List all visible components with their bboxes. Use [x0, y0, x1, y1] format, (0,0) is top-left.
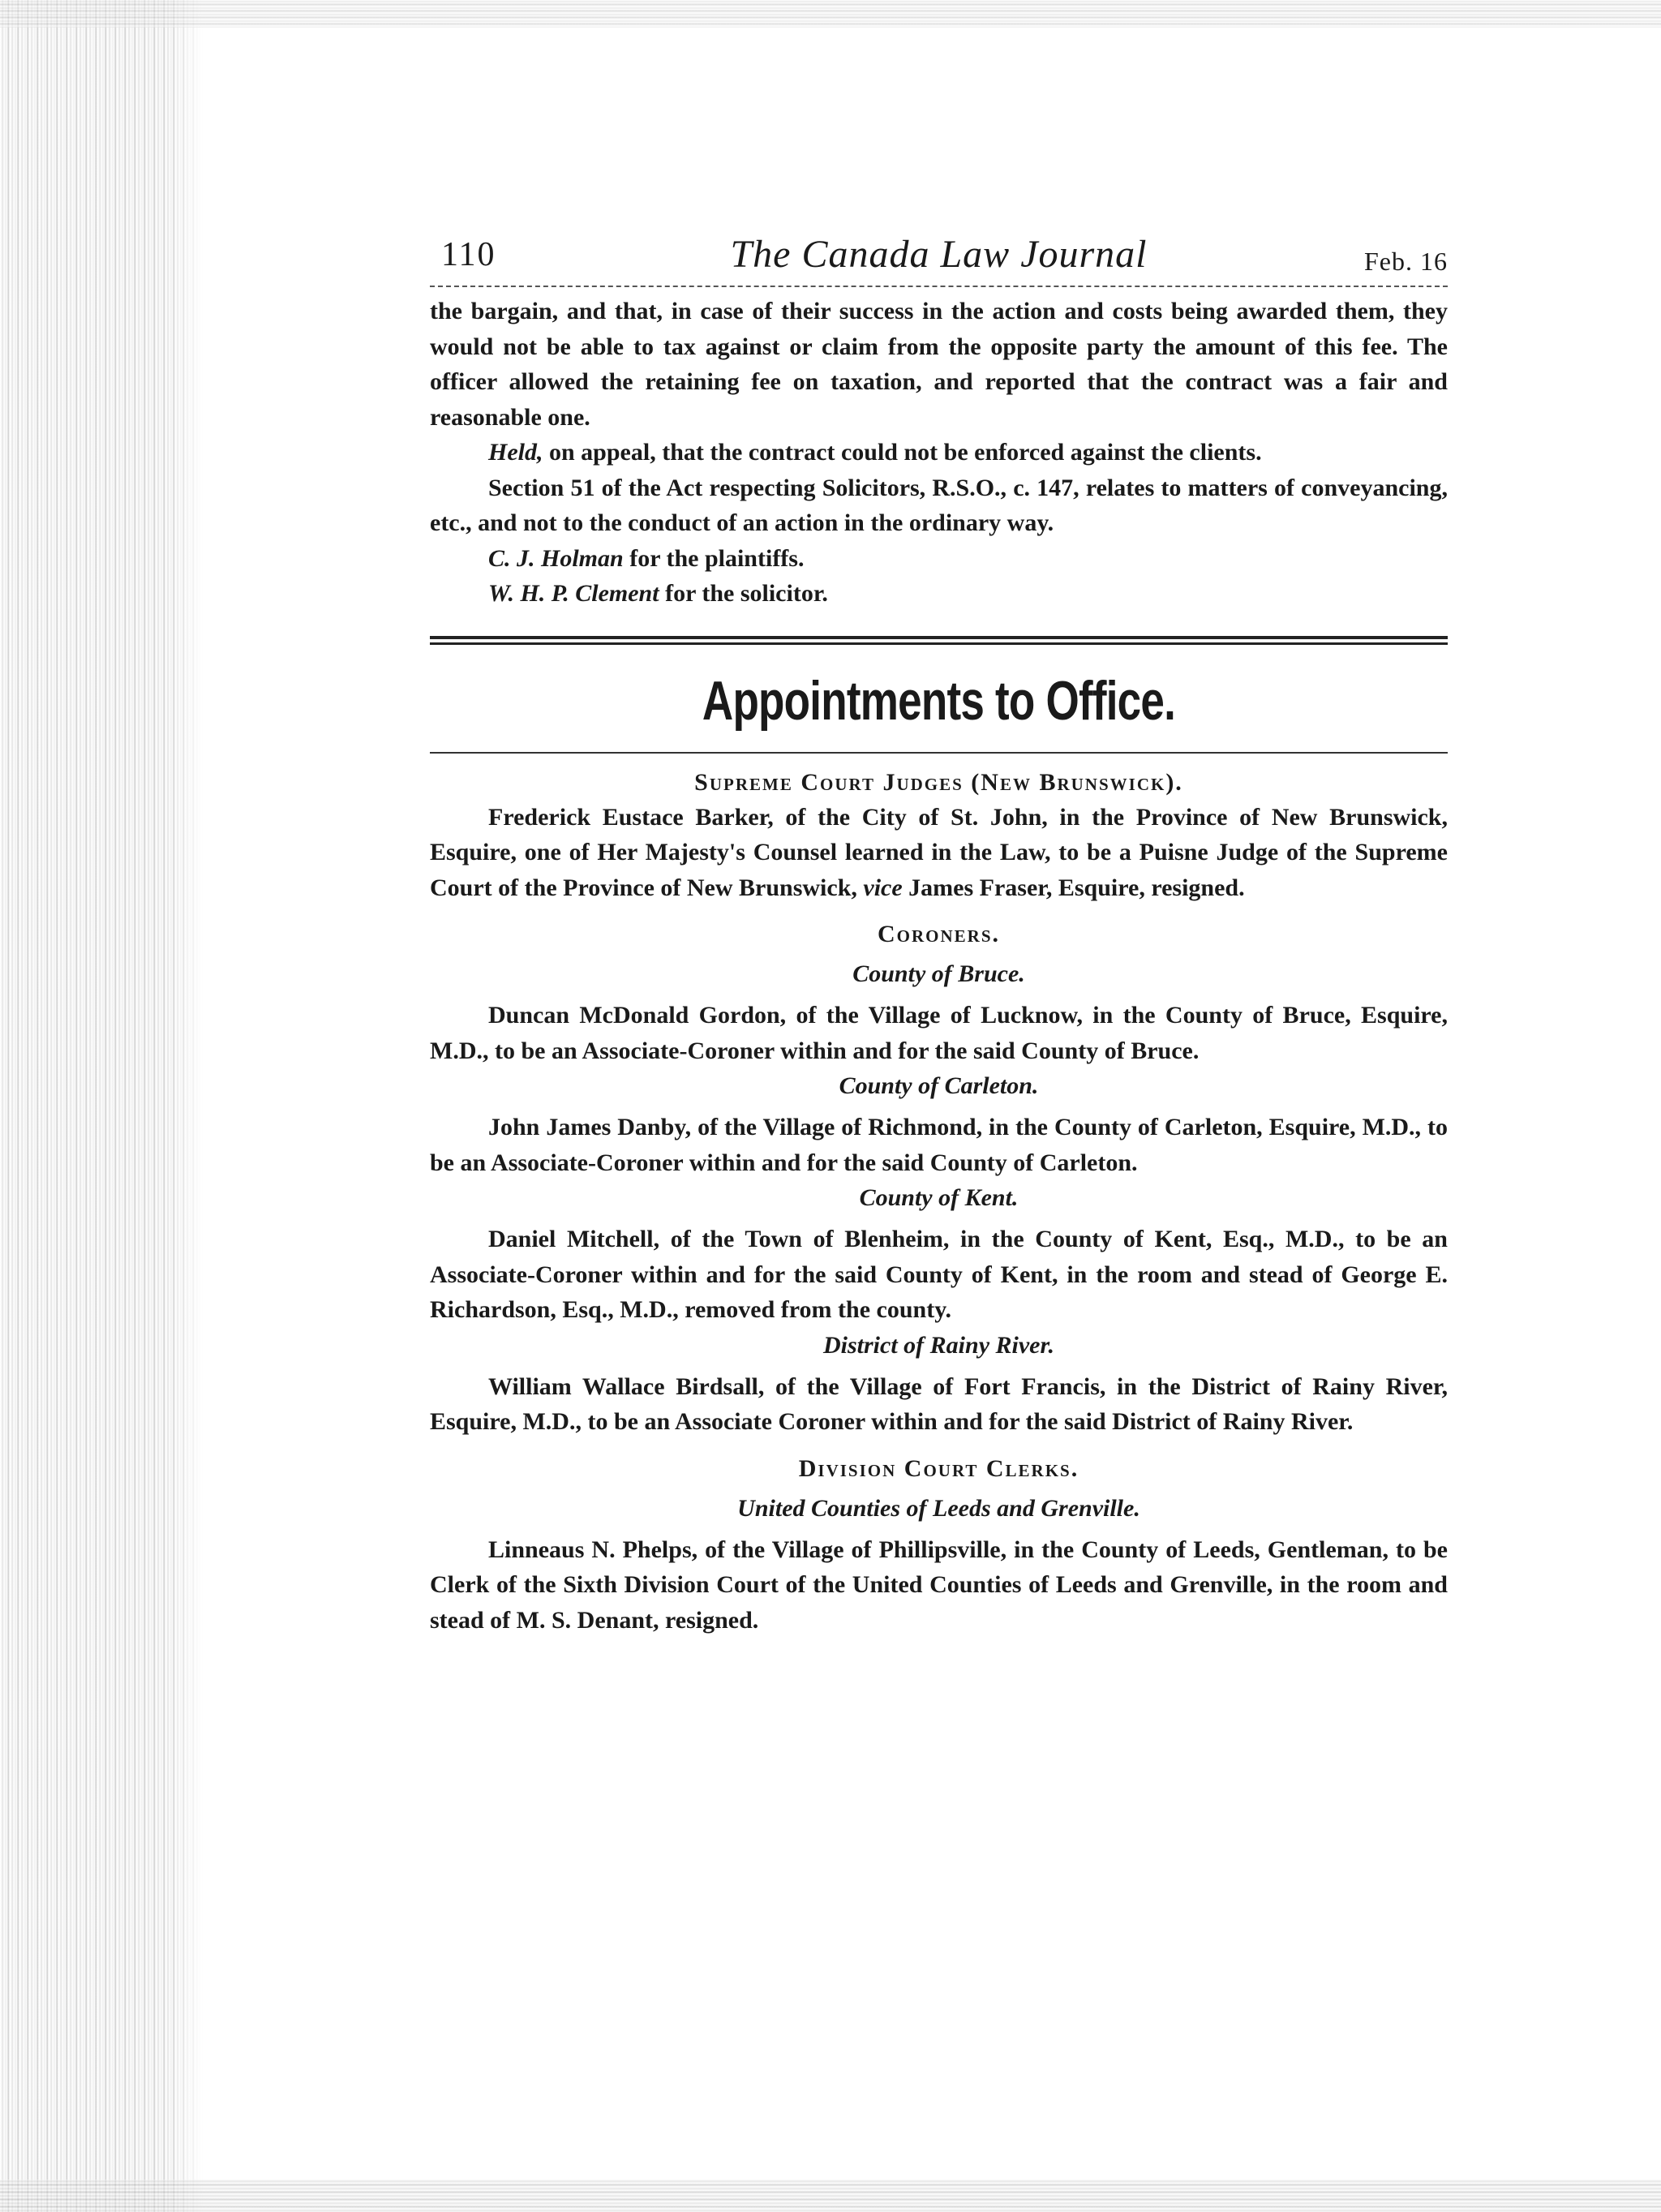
- appointments-heading: Appointments to Office.: [702, 669, 1176, 732]
- appointment-entry: Daniel Mitchell, of the Town of Blenheim, in the County of Kent, Esq., M.D., to be an Associate-Coroner within and for the said County of Kent, in the room and stead of George E. Richardson, Esq., M.D., removed from the county.: [430, 1226, 1448, 1323]
- category-title: Supreme Court Judges (New Brunswick).: [694, 768, 1183, 796]
- division-court-section: [430, 1451, 1448, 1639]
- coroners-section: [430, 917, 1448, 1440]
- appointment-entry: Linneaus N. Phelps, of the Village of Phillipsville, in the County of Leeds, Gentleman, to be Clerk of the Sixth Division Court of the United Counties of Leeds and Grenville, in the room and stead of M. S. Denant, resigned.: [430, 1536, 1448, 1634]
- county-heading: United Counties of Leeds and Grenville.: [737, 1494, 1140, 1522]
- county-heading: County of Bruce.: [852, 960, 1025, 987]
- held-paragraph: [430, 435, 1448, 470]
- district-heading: District of Rainy River.: [823, 1331, 1054, 1359]
- running-head: [430, 232, 1448, 282]
- journal-page: [430, 232, 1448, 1638]
- counsel-name: W. H. P. Clement: [488, 580, 659, 607]
- binding-edge: [0, 0, 203, 2212]
- supreme-court-section: [430, 765, 1448, 906]
- page-number: 110: [441, 236, 496, 273]
- appointment-entry: William Wallace Birdsall, of the Village of Fort Francis, in the District of Rainy River, Esquire, M.D., to be an Associate Coroner within and for the said District of Rainy River.: [430, 1372, 1448, 1435]
- appointment-entry: Duncan McDonald Gordon, of the Village of Lucknow, in the County of Bruce, Esquire, M.D., to be an Associate-Coroner within and for the said County of Bruce.: [430, 1002, 1448, 1064]
- continued-report: [430, 294, 1448, 612]
- section-paragraph: Section 51 of the Act respecting Solicitors, R.S.O., c. 147, relates to matters of conveyancing, etc., and not to the conduct of an action in the ordinary way.: [430, 474, 1448, 536]
- section-divider: [430, 642, 1448, 645]
- held-word: Held,: [488, 439, 543, 466]
- vice-word: vice: [863, 874, 903, 901]
- appointment-entry: [430, 800, 1448, 906]
- appointment-entry: John James Danby, of the Village of Richmond, in the County of Carleton, Esquire, M.D., to be an Associate-Coroner within and for the said County of Carleton.: [430, 1114, 1448, 1176]
- counsel-line: [430, 541, 1448, 577]
- counsel-role: for the plaintiffs.: [623, 544, 805, 572]
- journal-title: The Canada Law Journal: [730, 233, 1148, 276]
- counsel-line: [430, 576, 1448, 612]
- category-title: Division Court Clerks.: [798, 1454, 1079, 1482]
- held-text: on appeal, that the contract could not be enforced against the clients.: [543, 439, 1262, 466]
- section-divider: [430, 636, 1448, 639]
- counsel-name: C. J. Holman: [488, 544, 624, 572]
- counsel-role: for the solicitor.: [659, 580, 828, 607]
- county-heading: County of Kent.: [859, 1184, 1019, 1211]
- county-heading: County of Carleton.: [839, 1072, 1039, 1099]
- heading-rule: [430, 752, 1448, 754]
- issue-date: Feb. 16: [1364, 247, 1448, 276]
- report-paragraph: the bargain, and that, in case of their success in the action and costs being awarded them, they would not be able to tax against or claim from the opposite party the amount of this fee. The officer allowed the retaining fee on taxation, and reported that the contract was a fair and reasonable one.: [430, 298, 1448, 431]
- entry-text: James Fraser, Esquire, resigned.: [902, 874, 1245, 901]
- category-title: Coroners.: [877, 921, 1001, 947]
- counsel-list: [430, 541, 1448, 612]
- page-top-edge: [0, 0, 1661, 28]
- page-bottom-edge: [0, 2180, 1661, 2212]
- entry-text: Frederick Eustace Barker, of the City of St. John, in the Province of New Brunswick, Esquire, one of Her Majesty's Counsel learned in the Law, to be a Puisne Judge of the Supreme Court of the Province of New Brunswick,: [430, 803, 1448, 901]
- header-rule: [430, 286, 1448, 287]
